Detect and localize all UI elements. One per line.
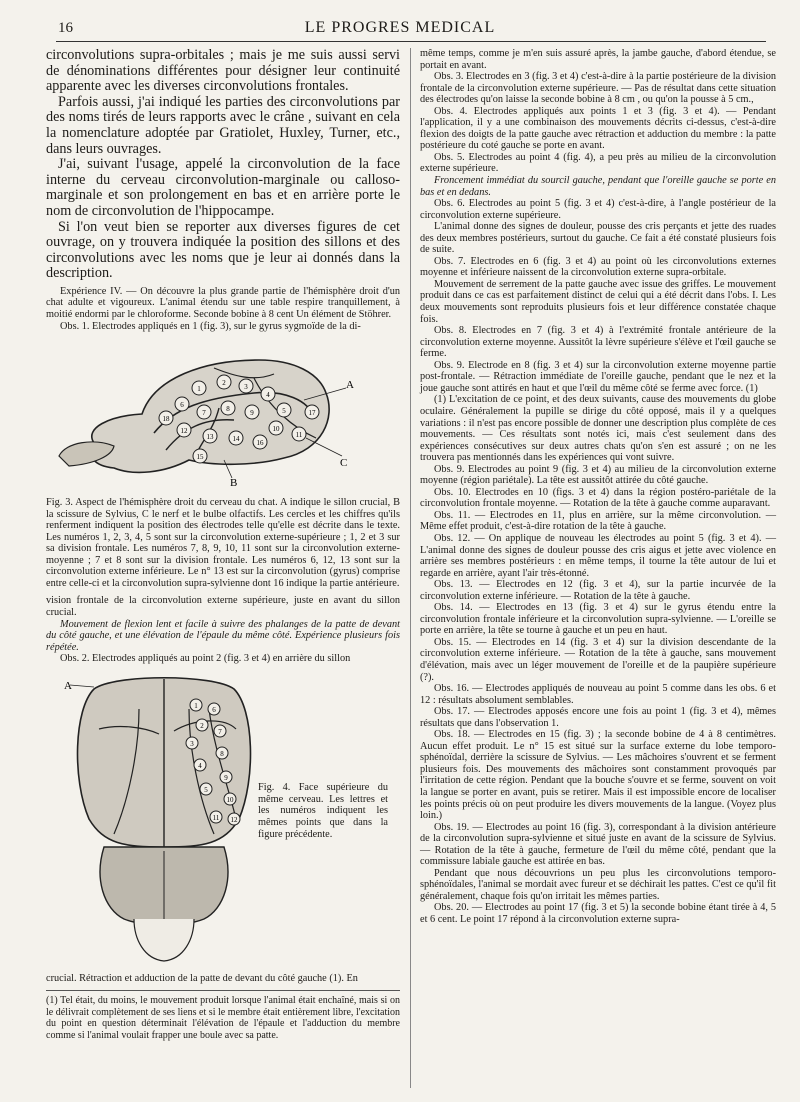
paragraph: vision frontale de la circonvolution externe supérieure, juste en avant du sillon crucial. [46,595,400,619]
observation: Obs. 15. — Electrodes en 14 (fig. 3 et 4) sur la division descendante de la circonvolution externe inférieure. — Rotation de la tête à gauche, sans mouvement d'élévation, mais avec un léger mouvement de l'oreille et de la paupière supérieure (?). [420,636,776,683]
footnote-rule [46,990,400,991]
paragraph: même temps, comme je m'en suis assuré après, la jambe gauche, d'abord étendue, se portait en avant. [420,48,776,71]
fig4-electrode-number: 5 [204,785,208,794]
fig4-electrode-number: 9 [224,773,228,782]
observation: Obs. 16. — Electrodes appliqués de nouveau au point 5 comme dans les obs. 6 et 12 : résultats absolument semblables. [420,683,776,706]
paragraph: J'ai, suivant l'usage, appelé la circonvolution de la face interne du cerveau circonvolution-marginale ou calloso-marginale et son prolongement en bas et en arrière porte le nom de circonvolution de l'hippocampe. [46,156,400,219]
observation: Obs. 20. — Electrodes au point 17 (fig. 3 et 5) la seconde bobine étant tirée à 4, 5 et 6 cent. Le point 17 répond à la circonvolution externe supra- [420,902,776,926]
observation: Obs. 3. Electrodes en 3 (fig. 3 et 4) c'est-à-dire à la partie postérieure de la division frontale de la circonvolution externe supérieure. — Pas de résultat dans cette situation des électrodes qu'on laisse la seconde bobine à 8 cm , ou qu'on la pousse à 5 cm., [420,71,776,106]
fig4-label-a: A [64,679,72,692]
fig3-electrode-number: 1 [197,385,201,394]
fig3-label-c: C [340,457,348,470]
fig4-electrode-number: 12 [230,815,238,824]
observation: Obs. 18. — Electrodes en 15 (fig. 3) ; la seconde bobine de 4 à 8 centimètres. Aucun effet produit. Le n° 15 est situé sur la surface externe du lobe temporo-sphénoïdal, derrière la scissure de Sylvius. — Les mâchoires s'ouvrent et se ferment plusieurs fois. Des mouvements des mâchoires sont constamment provoqués par l'irritation de cette région. Pendant que la bouche s'ouvre et se ferme, souvent on voit la langue se porter en avant, puis se retirer. Mais il est impossible encore de localiser les points précis où on peut produire les divers mouvements de la langue. (Voyez plus loin.) [420,729,776,822]
intro-text [46,48,400,282]
paragraph: crucial. Rétraction et adduction de la patte de devant du côté gauche (1). En [46,972,358,984]
paragraph: Si l'on veut bien se reporter aux diverses figures de cet ouvrage, on y trouvera indiquée la position des sillons et des circonvolutions avec les noms que je leur ai donnés dans la description. [46,218,400,282]
observation: Obs. 2. Electrodes appliqués au point 2 (fig. 3 et 4) en arrière du sillon [60,653,351,665]
column-divider [410,48,411,1088]
page-number: 16 [58,20,73,36]
fig4-electrode-number: 10 [226,795,234,804]
observation: Obs. 13. — Electrodes en 12 (fig. 3 et 4), sur la partie incurvée de la circonvolution externe inférieure. — Rotation de la tête à gauche. [420,579,776,602]
paragraph: circonvolutions supra-orbitales ; mais je me suis aussi servi de dénominations différentes pour désigner leur continuité apparente avec les diverses circonvolutions frontales. [46,47,400,95]
fig4-electrode-number: 1 [194,701,198,710]
fig3-caption-block [46,497,400,665]
fig3-electrode-number: 18 [162,415,170,424]
right-column [420,48,776,926]
experiment-heading: Expérience IV. — On découvre la plus grande partie de l'hémisphère droit d'un chat adulte et vigoureux. L'animal étendu sur une table respire tranquillement, à moitié endormi par le chloroforme. Seconde bobine à 8 cent Un élément de Stöhrer. [46,285,400,320]
figure-4-cat-brain-superior [64,669,264,965]
observation: Obs. 17. — Electrodes apposés encore une fois au point 1 (fig. 3 et 4), mêmes résultats que dans l'observation 1. [420,706,776,729]
fig3-electrode-number: 6 [180,401,184,410]
fig4-electrode-number: 2 [200,721,204,730]
fig3-electrode-number: 12 [180,427,188,436]
observation: Obs. 7. Electrodes en 6 (fig. 3 et 4) au point où les circonvolutions externes moyenne et inférieure naissent de la circonvolution externe supra-orbitale. [420,255,776,279]
paragraph: Pendant que nous découvrions un peu plus les circonvolutions temporo-sphénoïdales, l'animal se mordait avec fureur et se déchirait les pattes. C'est ce qu'il fit généralement, chaque fois qu'on irritait les mêmes parties. [420,867,776,902]
observation: Obs. 19. — Electrodes au point 16 (fig. 3), correspondant à la division antérieure de la circonvolution supra-sylvienne et situé juste en avant de la scissure de Sylvius. — Rotation de la tête à gauche, fermeture de l'œil du même côté, pendant que la commissure labiale gauche est attirée en bas. [420,821,776,868]
observation: Obs. 14. — Electrodes en 13 (fig. 3 et 4) sur le gyrus étendu entre la circonvolution frontale inférieure et la circonvolution supra-sylvienne. — L'oreille se porte en arrière, la tête se tourne à gauche et un peu en haut. [420,602,776,637]
observation: Obs. 6. Electrodes au point 5 (fig. 3 et 4) c'est-à-dire, à l'angle postérieur de la circonvolution externe supérieure. [420,198,776,221]
observation: Obs. 9. Electrode en 8 (fig. 3 et 4) sur la circonvolution externe moyenne partie post-frontale. — Rétraction immédiate de l'oreille gauche, pendant que le nez et la joue gauche sont attirés en haut et que l'œil du même côté se ferme avec force. (1) [420,359,776,394]
fig3-electrode-number: 11 [295,431,303,440]
experiment-text [46,286,400,332]
figure-3-cat-brain-lateral [54,338,354,488]
fig3-electrode-number: 2 [222,379,226,388]
observation: Obs. 4. Electrodes appliqués aux points 1 et 3 (fig. 3 et 4). — Pendant l'application, il y a une combinaison des mouvements décrits ci-dessus, c'est-à-dire flexion des doigts de la patte gauche avec rétraction et adduction du membre : la patte postérieure du coté gauche se porte en avant. [420,105,776,152]
paragraph: Mouvement de flexion lent et facile à suivre des phalanges de la patte de devant du côté gauche, et une élévation de l'épaule du même côté. Expérience plusieurs fois répétée. [46,618,400,653]
left-tail [46,973,400,985]
fig3-caption: Fig. 3. Aspect de l'hémisphère droit du cerveau du chat. A indique le sillon crucial, B la scissure de Sylvius, C le nerf et le bulbe olfactifs. Les cercles et les chiffres qu'ils renferment indiquent la position des électrodes telle qu'elle est décrite dans le texte. Les numéros 1, 2, 3, 4, 5 sont sur la circonvolution externe-supérieure ; 1, 2 et 3 sur sa division frontale. Les numéros 7, 8, 9, 10, 11 sont sur la circonvolution externe-moyenne ; 7 et 8 sont sur la division frontale. Les numéros 6, 12, 13 sont sur la circonvolution externe inférieure. Le n° 13 est sur la circonvolution (gyrus) comprise entre celle-ci et la circonvolution supra-sylvienne dont 16 indique la partie antérieure. [46,497,400,589]
fig3-electrode-number: 5 [282,407,286,416]
fig4-electrode-number: 4 [198,761,202,770]
observation: Obs. 1. Electrodes appliqués en 1 (fig. 3), sur le gyrus sygmoïde de la di- [60,320,361,332]
paragraph: Parfois aussi, j'ai indiqué les parties des circonvolutions par des noms tirés de leurs rapports avec le crâne , suivant en cela la nomenclature adoptée par Gratiolet, Huxley, Turner, etc., dans leurs ouvrages. [46,93,400,157]
fig3-electrode-number: 16 [256,439,264,448]
header-rule [56,41,766,42]
fig3-electrode-number: 10 [272,425,280,434]
fig4-electrode-number: 3 [190,739,194,748]
footnote: (1) L'excitation de ce point, et des deux suivants, cause des mouvements du globe oculaire. Généralement la pupille se dirige du côté opposé, mais il y a quelques variations : il n'est pas encore possible de donner une description plus complète de ces mouvements. — Ces résultats sont notés ici, mais c'est seulement dans des expériences consécutives sur deux autres chats qu'on s'en est assuré ; on ne les trouvera pas mentionnés dans les expériences qui vont suivre. [420,394,776,464]
result: Froncement immédiat du sourcil gauche, pendant que l'oreille gauche se porte en bas et en dedans. [420,175,776,198]
fig4-electrode-number: 11 [212,813,220,822]
journal-title: LE PROGRES MEDICAL [304,19,496,36]
fig3-electrode-number: 13 [206,433,214,442]
left-column [46,48,400,1041]
fig3-electrode-number: 14 [232,435,240,444]
footnote: (1) Tel était, du moins, le mouvement produit lorsque l'animal était enchaîné, mais si on le délivrait complètement de ses liens et si le membre était entièrement libre, l'excitation du point en question déterminait l'élévation de l'épaule et l'adduction du membre comme si l'animal voulait frapper une boule avec sa patte. [46,995,400,1041]
fig3-electrode-number: 4 [266,391,270,400]
fig3-electrode-number: 3 [244,383,248,392]
fig3-electrode-number: 15 [196,453,204,462]
result: L'animal donne des signes de douleur, pousse des cris perçants et jette des ruades des deux membres postérieurs, surtout du gauche. Ce fait a été constaté plusieurs fois de suite. [420,221,776,256]
fig3-electrode-number: 17 [308,409,316,418]
fig3-electrode-number: 9 [250,409,254,418]
observation: Obs. 11. — Electrodes en 11, plus en arrière, sur la même circonvolution. — Même effet produit, c'est-à-dire rotation de la tête à gauche. [420,509,776,533]
fig4-electrode-number: 6 [212,705,216,714]
fig3-label-b: B [230,477,238,489]
result: Mouvement de serrement de la patte gauche avec issue des griffes. Le mouvement produit dans ce cas est parfaitement distinct de celui qui a été décrit dans l'obs. I. Les deux mouvements sont reproduits plusieurs fois et leur différence constatée chaque fois. [420,278,776,325]
fig3-label-a: A [346,379,354,392]
page-header [0,0,800,44]
observation: Obs. 5. Electrodes au point 4 (fig. 4), a peu près au milieu de la circonvolution externe supérieure. [420,151,776,175]
observation: Obs. 9. Electrodes au point 9 (fig. 3 et 4) au milieu de la circonvolution externe moyenne (région pariétale). La tête est aussitôt attirée du côté gauche. [420,463,776,487]
fig4-caption: Fig. 4. Face supérieure du même cerveau. Les lettres et les numéros indiquent les mêmes points que dans la figure précédente. [258,781,388,840]
figure-4-block [46,669,400,969]
observation: Obs. 8. Electrodes en 7 (fig. 3 et 4) à l'extrémité frontale antérieure de la circonvolution externe moyenne. Aussitôt la lèvre supérieure s'élève et l'œil gauche se ferme. [420,325,776,360]
fig3-electrode-number: 7 [202,409,206,418]
fig3-electrode-number: 8 [226,405,230,414]
fig4-electrode-number: 7 [218,727,222,736]
observation: Obs. 12. — On applique de nouveau les électrodes au point 5 (fig. 3 et 4). — L'animal donne des signes de douleur pousse des cris aigus et jette avec violence en arrière ses membres postérieurs : en même temps, il tourne la tête autour de lui et regarde en arrière, ayant l'air très-étonné. [420,532,776,579]
observation: Obs. 10. Electrodes en 10 (figs. 3 et 4) dans la région postéro-pariétale de la circonvolution frontale moyenne. — Rotation de la tête à gauche comme auparavant. [420,486,776,510]
fig4-electrode-number: 8 [220,749,224,758]
